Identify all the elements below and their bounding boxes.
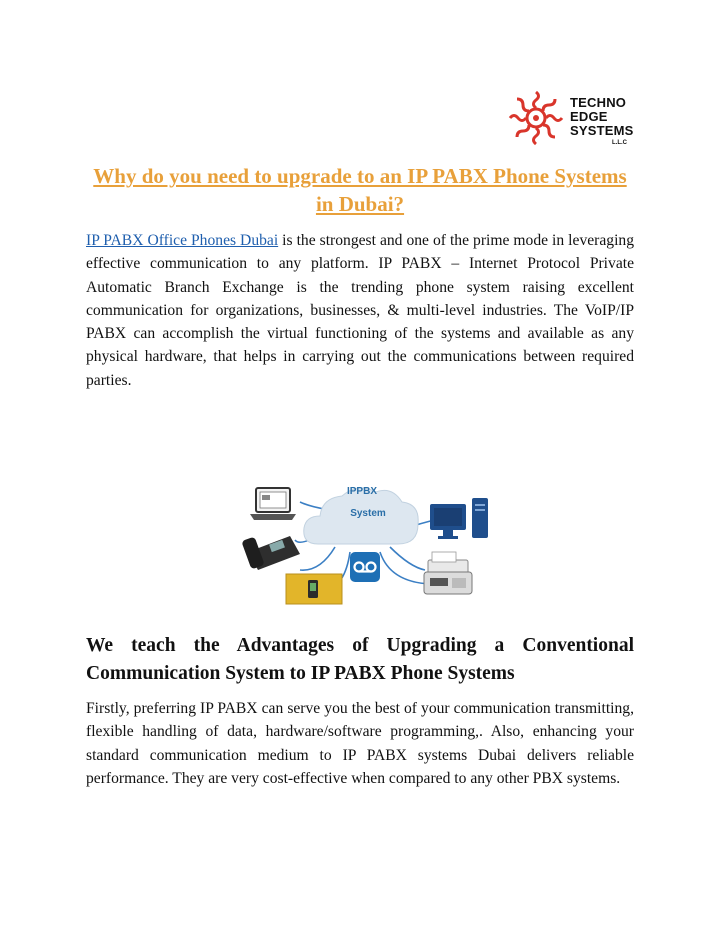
cloud-title: IPPBX: [346, 486, 378, 497]
logo-mark-icon: [508, 90, 564, 146]
ippbx-system-diagram: [240, 452, 500, 612]
intro-paragraph-text: is the strongest and one of the prime mode in leveraging effective communication to any platform. IP PABX – Internet Protocol Private Automatic Branch Exchange is the trending phone system raising excellent communication for organizations, businesses, & multi-level industries. The VoIP/IP PABX can accomplish the virtual functioning of the systems and available as any physical hardware, that helps in carrying out the communications between required parties.: [86, 232, 634, 389]
intro-paragraph: [86, 229, 634, 392]
fax-machine-icon: [424, 552, 472, 594]
company-logo: [508, 90, 633, 152]
folder-mobile-icon: [286, 574, 342, 604]
section-heading-advantages: We teach the Advantages of Upgrading a Conventional Communication System to IP PABX Phone Systems: [86, 635, 634, 684]
section-heading-upgrade: Why do you need to upgrade to an IP PABX Phone Systems in Dubai?: [93, 164, 627, 216]
ip-pabx-office-phones-link[interactable]: IP PABX Office Phones Dubai: [86, 232, 279, 249]
voicemail-icon: [350, 552, 380, 582]
laptop-icon: [250, 488, 296, 520]
logo-wordmark: [570, 96, 634, 138]
desk-phone-icon: [241, 536, 300, 570]
logo-line-2: EDGE: [570, 109, 608, 124]
logo-line-1: TECHNO: [570, 95, 627, 110]
logo-line-3: SYSTEMS: [570, 123, 634, 138]
advantages-paragraph: Firstly, preferring IP PABX can serve you the best of your communication transmitting, flexible handling of data, hardware/software programming,. Also, enhancing your standard communication medium to IP PABX systems Dubai delivers reliable performance. They are very cost-effective when compared to any other PBX systems.: [86, 700, 634, 787]
cloud-subtitle: System: [350, 508, 386, 519]
desktop-computer-icon: [430, 498, 488, 539]
logo-suffix: L.L.C: [612, 140, 627, 146]
